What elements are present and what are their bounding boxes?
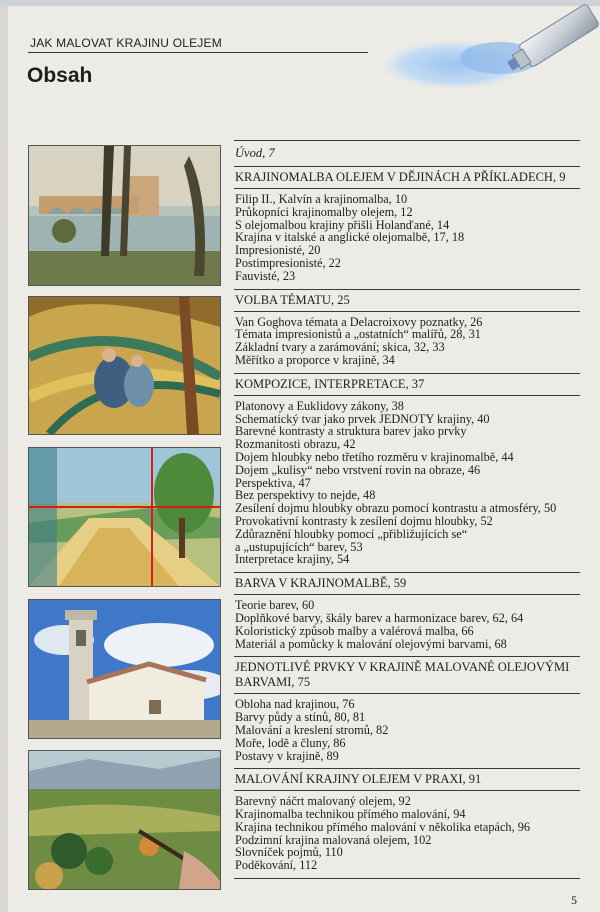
toc-entry: Provokativní kontrasty k zesílení dojmu hloubky, 52 — [235, 513, 493, 528]
section-entries — [234, 595, 580, 656]
toc-bottom-rule — [234, 878, 580, 879]
toc-entry: Základní tvary a zarámování; skica, 32, 33 — [235, 340, 445, 355]
toc-entry: Impresionisté, 20 — [235, 243, 321, 258]
toc-top-rule — [234, 140, 580, 141]
section-title: KOMPOZICE, INTERPRETACE, 37 — [235, 376, 425, 391]
toc-entry: a „ustupujících“ barev, 53 — [235, 539, 363, 554]
toc-entry: Zesílení dojmu hloubky obrazu pomocí kontrastu a atmosféry, 50 — [235, 501, 557, 516]
toc-entry: Témata impresionistů a „ostatních“ malířů, 28, 31 — [235, 327, 481, 342]
section-entries — [234, 694, 580, 768]
toc-entry: Perspektiva, 47 — [235, 475, 311, 490]
table-of-contents — [234, 140, 580, 879]
toc-entry: Dojem hloubky nebo třetího rozměru v krajinomalbě, 44 — [235, 449, 514, 464]
toc-entry: Postimpresionisté, 22 — [235, 255, 341, 270]
paint-tube-illustration — [370, 0, 600, 100]
toc-entry: Krajina technikou přímého malování v několika etapách, 96 — [235, 819, 531, 834]
section-entries — [234, 396, 580, 572]
toc-entry: Platonovy a Euklidovy zákony, 38 — [235, 398, 404, 413]
page-edge — [0, 0, 8, 912]
toc-entry: Filip II., Kalvín a krajinomalba, 10 — [235, 192, 408, 206]
toc-intro: Úvod, 7 — [235, 146, 275, 160]
section-entries — [234, 312, 580, 373]
painting-van-gogh-couple — [28, 296, 221, 435]
page-title: Obsah — [27, 64, 93, 87]
toc-entry: Měřítko a proporce v krajině, 34 — [235, 352, 395, 367]
toc-entry: Malování a kreslení stromů, 82 — [235, 722, 389, 737]
section-title: BARVA V KRAJINOMALBĚ, 59 — [235, 576, 407, 591]
section-title: KRAJINOMALBA OLEJEM V DĚJINÁCH A PŘÍKLADECH, 9 — [235, 170, 566, 184]
toc-entry: Podzimní krajina malovaná olejem, 102 — [235, 832, 432, 847]
toc-entry: Barevné kontrasty a struktura barev jako prvky — [235, 424, 467, 439]
painting-church-tower — [28, 599, 221, 739]
section-title: MALOVÁNÍ KRAJINY OLEJEM V PRAXI, 91 — [235, 772, 482, 787]
toc-entry: Doplňkové barvy, škály barev a harmonizace barev, 62, 64 — [235, 610, 524, 625]
toc-entry: Krajina v italské a anglické olejomalbě, 17, 18 — [235, 230, 465, 245]
toc-entry: Rozmanitosti obrazu, 42 — [235, 437, 356, 452]
toc-entry: Slovníček pojmů, 110 — [235, 845, 343, 860]
toc-entry: Schematický tvar jako prvek JEDNOTY krajiny, 40 — [235, 411, 490, 426]
toc-entry: Dojem „kulisy“ nebo vrstvení rovin na obraze, 46 — [235, 462, 481, 477]
toc-entry: Fauvisté, 23 — [235, 268, 296, 283]
toc-entry: Materiál a pomůcky k malování olejovými barvami, 68 — [235, 636, 507, 651]
section-title: VOLBA TÉMATU, 25 — [235, 292, 350, 307]
section-entries — [234, 791, 580, 878]
toc-entry: Bez perspektivy to nejde, 48 — [235, 488, 376, 503]
toc-entry: Barevný náčrt malovaný olejem, 92 — [235, 794, 411, 809]
toc-entry: Barvy půdy a stínů, 80, 81 — [235, 710, 366, 725]
toc-entry: Teorie barev, 60 — [235, 598, 315, 613]
toc-entry: Krajinomalba technikou přímého malování, 94 — [235, 807, 466, 822]
toc-entry: Zdůraznění hloubky pomocí „přibližujících se“ — [235, 526, 468, 541]
toc-entry: Průkopníci krajinomalby olejem, 12 — [235, 204, 413, 219]
toc-entry: Moře, lodě a čluny, 86 — [235, 735, 346, 750]
toc-entry: Poděkování, 112 — [235, 858, 318, 873]
painting-perspective-diagram — [28, 447, 221, 587]
page-number: 5 — [571, 893, 577, 907]
toc-entry: Obloha nad krajinou, 76 — [235, 697, 355, 712]
toc-entry: Koloristický způsob malby a valérová malba, 66 — [235, 623, 474, 638]
header-rule — [28, 52, 368, 53]
toc-entry: Postavy v krajině, 89 — [235, 748, 339, 763]
toc-entry: Van Goghova témata a Delacroixovy poznatky, 26 — [235, 314, 483, 329]
section-title: JEDNOTLIVÉ PRVKY V KRAJINĚ MALOVANÉ OLEJOVÝMI BARVAMI, 75 — [235, 660, 570, 690]
painting-bridge — [28, 145, 221, 286]
running-header: JAK MALOVAT KRAJINU OLEJEM — [30, 36, 222, 50]
section-entries — [234, 189, 580, 289]
painting-landscape-with-brush — [28, 750, 221, 890]
toc-entry: Interpretace krajiny, 54 — [235, 552, 350, 567]
toc-entry: S olejomalbou krajiny přišli Holanďané, 14 — [235, 217, 450, 232]
